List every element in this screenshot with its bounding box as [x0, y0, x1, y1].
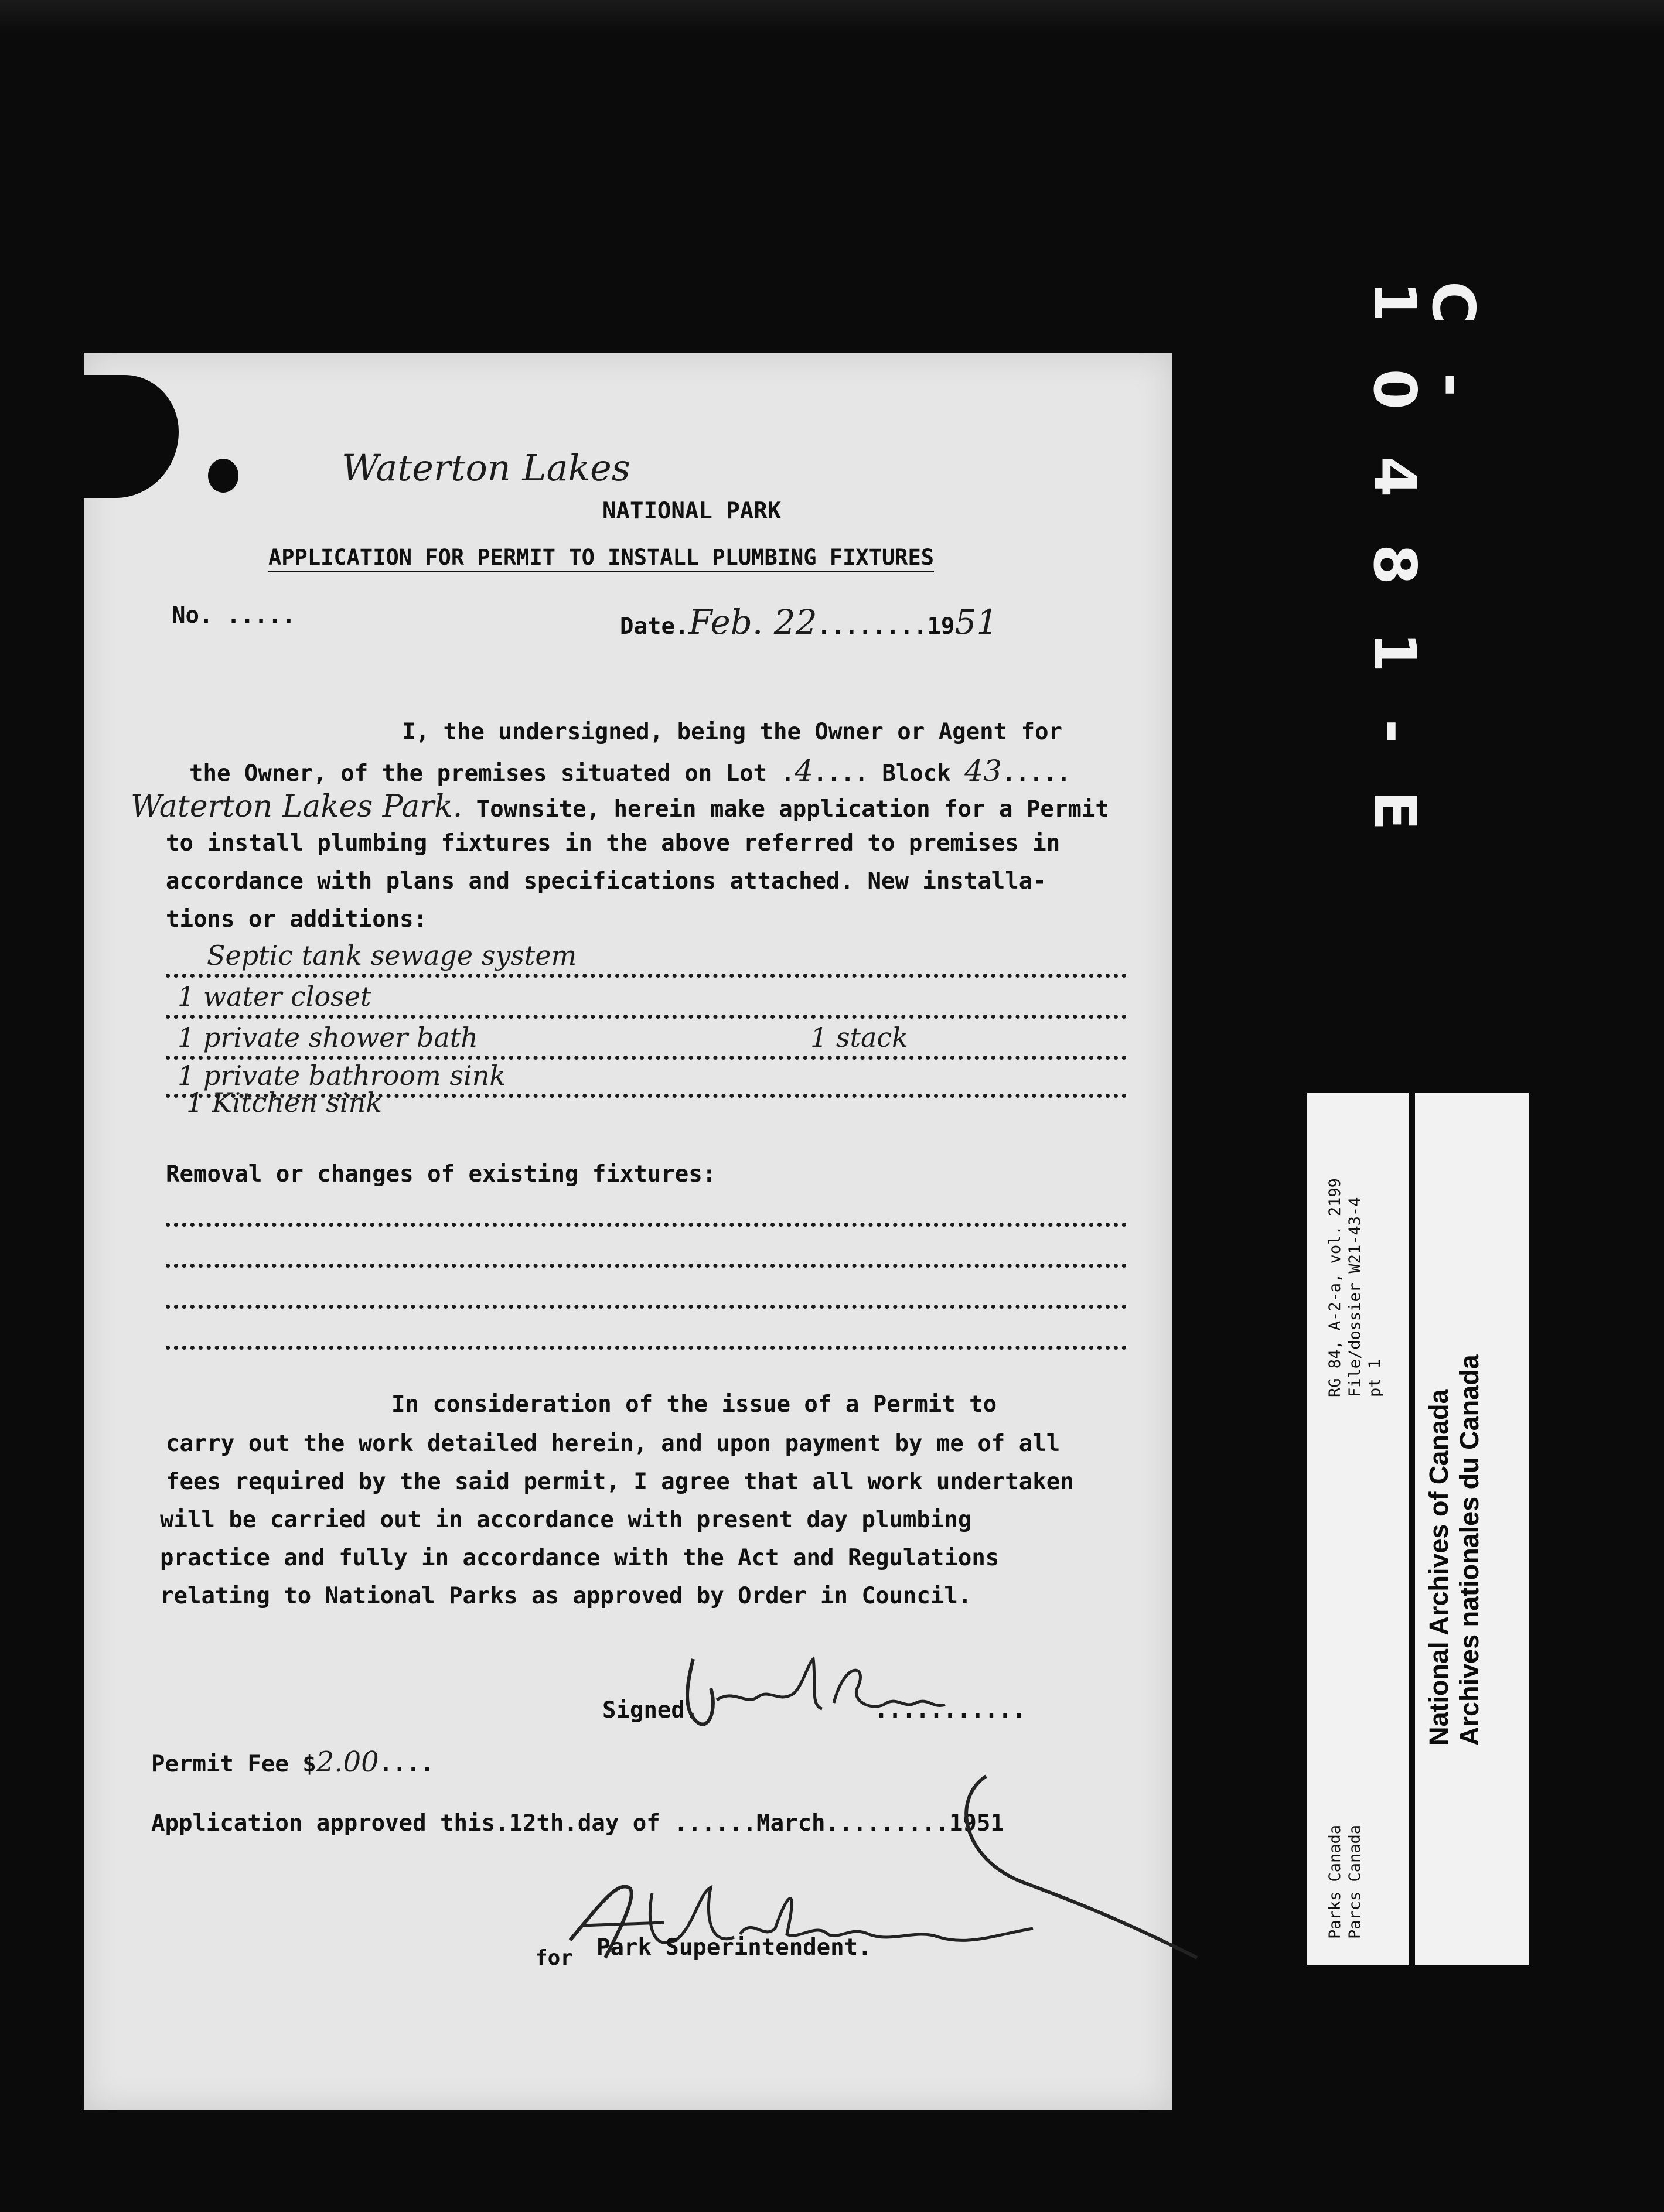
signed-label: Signed.: [602, 1697, 699, 1723]
national-archives-label: [1424, 1347, 1485, 1746]
installation-row: [166, 979, 1127, 1019]
permit-fee-label: Permit Fee $: [151, 1751, 316, 1777]
approval-prefix: Application approved this.: [151, 1810, 509, 1836]
parks-canada-label: [1325, 1687, 1365, 1939]
applicant-signature: [681, 1647, 951, 1735]
paragraph-1-line-5: accordance with plans and specifications attached. New installa-: [166, 868, 1046, 895]
park-name-suffix: NATIONAL PARK: [602, 498, 782, 524]
paragraph-2-line-6: relating to National Parks as approved by Order in Council.: [160, 1583, 972, 1609]
removal-row: [166, 1228, 1127, 1268]
removal-row: [166, 1269, 1127, 1309]
date-dots: ........19: [817, 613, 955, 640]
installation-extra: 1 Kitchen sink: [186, 1087, 383, 1118]
superintendent-label: Park Superintendent.: [596, 1934, 872, 1961]
removal-label: Removal or changes of existing fixtures:: [166, 1161, 717, 1187]
parks-canada-line: Parcs Canada: [1346, 1824, 1364, 1939]
townsite-handwritten: Waterton Lakes Park.: [131, 789, 463, 824]
permit-fee-dots: ....: [379, 1751, 434, 1777]
paragraph-2-line-5: practice and fully in accordance with the Act and Regulations: [160, 1545, 1000, 1571]
removal-row: [166, 1187, 1127, 1227]
plumbing-permit-form: [84, 353, 1172, 2110]
permit-fee-handwritten: 2.00: [316, 1746, 379, 1779]
film-strip-edge: [0, 0, 1664, 34]
approval-month: March: [756, 1810, 826, 1836]
national-archives-line: National Archives of Canada: [1424, 1389, 1454, 1746]
paragraph-1-line-6: tions or additions:: [166, 906, 428, 933]
paragraph-2-line-4: will be carried out in accordance with present day plumbing: [160, 1507, 972, 1533]
park-name-line: [342, 446, 630, 489]
date-line: [620, 602, 998, 642]
paragraph-2-line-3: fees required by the said permit, I agree that all work undertaken: [166, 1469, 1074, 1495]
townsite-text: Townsite, herein make application for a Permit: [476, 796, 1109, 822]
archive-reference-line: RG 84, A-2-a, vol. 2199: [1326, 1178, 1344, 1397]
paragraph-2-line-2: carry out the work detailed herein, and upon payment by me of all: [166, 1431, 1061, 1457]
block-number-handwritten: 43: [964, 754, 1002, 788]
archive-label-divider: [1409, 1093, 1415, 1965]
national-archives-line: Archives nationales du Canada: [1454, 1354, 1484, 1746]
approval-mid: .day of ......: [564, 1810, 757, 1836]
installation-row: [166, 1020, 1127, 1060]
parks-canada-line: Parks Canada: [1326, 1824, 1344, 1939]
archive-reference: [1325, 1104, 1385, 1397]
date-handwritten: Feb. 22: [688, 602, 817, 642]
installation-entry: 1 private bathroom sink: [178, 1060, 506, 1091]
park-name-handwritten: Waterton Lakes: [342, 446, 630, 489]
approval-line: [151, 1810, 1004, 1836]
approval-dots: .........19: [825, 1810, 977, 1836]
archive-reference-line: pt 1: [1366, 1358, 1384, 1397]
approval-day: 12th: [509, 1810, 564, 1836]
paragraph-1-line-3: [131, 789, 1109, 824]
form-number: No. .....: [172, 602, 296, 629]
signed-dots: ...........: [874, 1697, 1026, 1723]
paragraph-1-line-2: [189, 754, 1070, 788]
installation-entry: 1 private shower bath: [178, 1022, 478, 1053]
for-label: for: [535, 1946, 574, 1970]
paragraph-1-line-4: to install plumbing fixtures in the above referred to premises in: [166, 830, 1061, 856]
installation-stack: 1 stack: [810, 1022, 909, 1053]
paragraph-1-line-1: I, the undersigned, being the Owner or Agent for: [402, 719, 1063, 745]
installation-row: [166, 938, 1127, 978]
frame-number: C-10481-E: [1360, 281, 1488, 878]
installation-entry: 1 water closet: [178, 981, 371, 1012]
approval-year: 51: [976, 1810, 1004, 1836]
permit-fee-line: [151, 1746, 434, 1779]
year-handwritten: 51: [954, 602, 998, 642]
archive-reference-line: File/dossier W21-43-4: [1346, 1197, 1364, 1397]
installation-entry: Septic tank sewage system: [207, 940, 577, 971]
removal-row: [166, 1310, 1127, 1350]
paragraph-2-line-1: In consideration of the issue of a Permit to: [391, 1391, 997, 1418]
lot-number-handwritten: 4: [795, 754, 813, 788]
date-label: Date.: [620, 613, 689, 640]
block-label: .... Block: [813, 760, 965, 787]
form-title: APPLICATION FOR PERMIT TO INSTALL PLUMBING FIXTURES: [268, 545, 935, 570]
block-dots: .....: [1001, 760, 1071, 787]
lot-prefix: the Owner, of the premises situated on Lot .: [189, 760, 795, 787]
